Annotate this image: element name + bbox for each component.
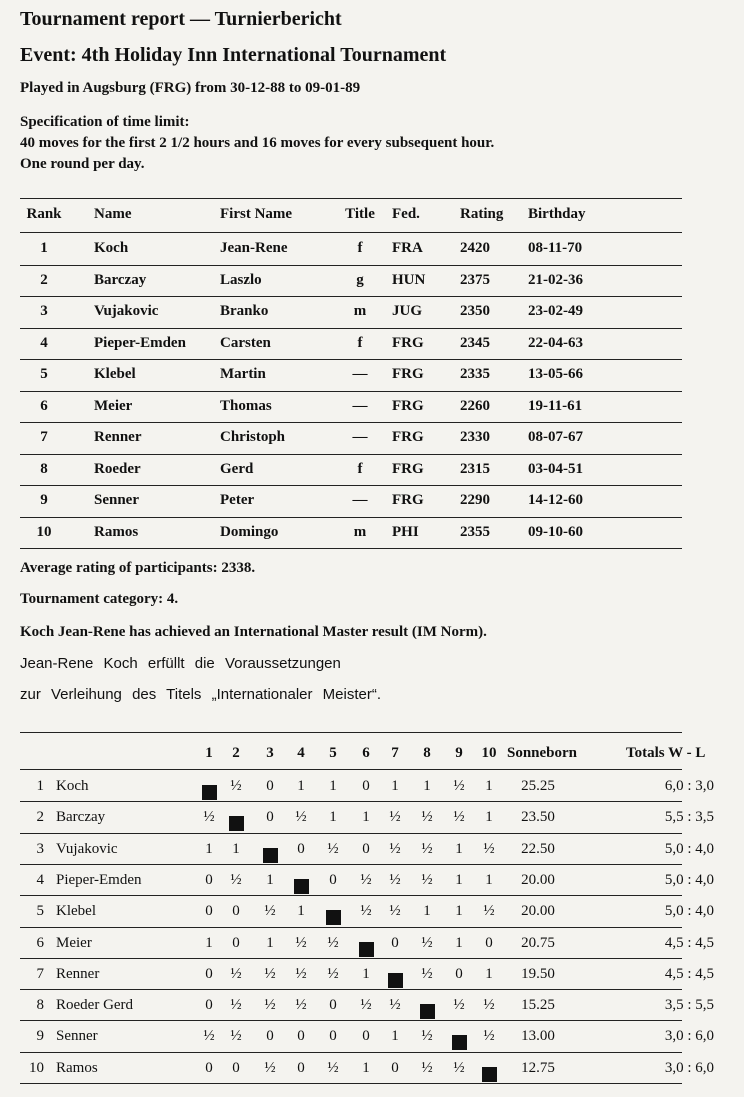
game-result: 0 [205,903,213,920]
participant-first: Thomas [220,397,272,414]
crosstable-row [20,834,740,865]
participants-header-row [20,200,682,231]
crosstable-row [20,865,740,896]
game-result: 0 [205,1059,213,1076]
sonneborn-score: 13.00 [521,1028,555,1045]
player-name: Klebel [56,903,96,920]
game-result: ½ [421,1059,433,1076]
game-result: ½ [230,778,242,794]
crosstable-row [20,896,740,927]
win-loss-total: 4,5 : 4,5 [664,934,714,951]
participant-fed: FRG [392,460,424,477]
participant-title: — [352,397,368,414]
column-header: Fed. [392,206,420,222]
participant-title: m [353,303,367,319]
player-number: 1 [36,778,44,794]
game-result: ½ [295,965,307,982]
player-number: 7 [36,965,44,982]
game-result: 0 [362,840,370,857]
participant-birthday: 19-11-61 [528,397,583,414]
game-result: 1 [362,809,370,826]
participant-birthday: 21-02-36 [528,271,583,288]
participant-title: f [357,240,363,256]
participant-fed: PHI [392,523,419,540]
column-header: Title [345,206,375,222]
average-rating: Average rating of participants: 2338. [20,560,256,576]
tournament-category: Tournament category: 4. [20,591,179,607]
crosstable-row [20,928,740,959]
win-loss-total: 5,5 : 3,5 [664,809,714,826]
round-header: 1 [205,745,213,761]
participant-rank: 1 [40,240,48,256]
game-result: ½ [483,1028,495,1045]
participant-rank: 6 [40,397,48,414]
game-result: 0 [391,934,399,951]
participant-name: Meier [94,397,133,414]
participant-name: Barczay [94,271,147,288]
participant-title: — [352,429,368,445]
game-result: 1 [232,840,240,857]
game-result: 0 [266,809,274,826]
participant-first: Branko [220,303,269,319]
game-result: ½ [389,871,401,888]
participant-rating: 2260 [460,397,490,414]
table-rule [20,732,682,733]
participant-fed: FRG [392,429,424,445]
self-game-block [196,778,222,798]
black-square-icon [452,1035,467,1050]
game-result: ½ [264,903,276,920]
game-result: 1 [297,903,305,920]
player-number: 5 [36,903,44,920]
game-result: ½ [295,809,307,826]
participant-title: g [356,271,364,288]
crosstable-row [20,1053,740,1084]
game-result: 0 [297,1059,305,1076]
participant-fed: FRG [392,334,424,351]
participant-rating: 2375 [460,271,490,288]
game-result: ½ [327,840,339,857]
game-result: 0 [297,840,305,857]
participant-title: — [352,492,368,508]
sonneborn-header: Sonneborn [506,745,578,761]
table-rule [20,198,682,199]
participant-rank: 3 [40,303,48,319]
self-game-block [382,966,408,986]
game-result: 1 [329,778,337,794]
participant-first: Jean-Rene [220,240,288,256]
player-name: Renner [56,965,100,982]
participant-row [20,266,682,297]
black-square-icon [263,848,278,863]
event-title: Event: 4th Holiday Inn International Tournament [20,44,447,66]
report-title: Tournament report — Turnierbericht [20,8,342,30]
game-result: 1 [455,871,463,888]
participant-row [20,486,682,517]
participant-name: Renner [94,429,142,445]
game-result: 1 [266,934,274,951]
game-result: ½ [453,809,465,826]
game-result: ½ [389,903,401,920]
game-result: ½ [203,1028,215,1045]
self-game-block [414,997,440,1017]
column-header: Name [94,206,132,222]
event-dates: Played in Augsburg (FRG) from 30-12-88 to 09-01-89 [20,80,361,96]
participant-rank: 10 [36,523,52,540]
table-rule [20,232,682,233]
game-result: ½ [230,871,242,888]
participant-title: f [357,460,363,477]
participant-birthday: 13-05-66 [528,366,583,382]
game-result: 1 [423,778,431,794]
player-number: 10 [29,1059,44,1076]
round-header: 10 [481,745,497,761]
game-result: ½ [421,840,433,857]
game-result: 1 [485,778,493,794]
game-result: ½ [421,934,433,951]
round-header: 8 [423,745,431,761]
round-header: 6 [362,745,370,761]
round-header: 7 [391,745,399,761]
game-result: 0 [205,871,213,888]
crosstable-row [20,802,740,833]
participant-row [20,455,682,486]
game-result: 0 [329,871,337,888]
player-name: Ramos [56,1059,98,1076]
player-name: Vujakovic [56,840,118,857]
black-square-icon [388,973,403,988]
player-name: Barczay [56,809,106,826]
participant-birthday: 23-02-49 [528,303,583,319]
participant-birthday: 08-11-70 [528,240,583,256]
participant-rank: 5 [40,366,48,382]
game-result: 0 [205,965,213,982]
player-number: 9 [36,1028,44,1045]
self-game-block [353,935,379,955]
participant-first: Gerd [220,460,254,477]
game-result: 0 [266,778,274,794]
black-square-icon [359,942,374,957]
participant-rank: 7 [40,429,48,445]
time-limit-spec [20,112,494,175]
game-result: 1 [329,809,337,826]
column-header: First Name [220,206,293,222]
participant-birthday: 03-04-51 [528,460,583,477]
participant-name: Senner [94,492,139,508]
table-rule [20,769,682,770]
game-result: 1 [455,840,463,857]
round-header: 2 [232,745,240,761]
crosstable-row [20,990,740,1021]
participant-row [20,234,682,265]
game-result: ½ [327,965,339,982]
game-result: 1 [297,778,305,794]
black-square-icon [202,785,217,800]
game-result: ½ [264,965,276,982]
game-result: ½ [360,871,372,888]
player-number: 3 [36,840,44,857]
participant-name: Vujakovic [94,303,159,319]
game-result: ½ [230,1028,242,1045]
black-square-icon [420,1004,435,1019]
participant-fed: FRA [392,240,423,256]
win-loss-total: 5,0 : 4,0 [664,840,714,857]
participant-first: Carsten [220,334,271,351]
participant-rating: 2355 [460,523,490,540]
participant-first: Christoph [220,429,286,445]
participant-birthday: 08-07-67 [528,429,583,445]
sonneborn-score: 23.50 [521,809,555,826]
game-result: 1 [205,934,213,951]
game-result: 0 [455,965,463,982]
sonneborn-score: 25.25 [521,778,555,794]
game-result: ½ [230,997,242,1014]
game-result: 0 [329,997,337,1014]
player-number: 4 [36,871,44,888]
german-line-1: Jean-Rene Koch erfüllt die Voraussetzungen [20,655,341,672]
game-result: 1 [391,778,399,794]
crosstable-row [20,771,740,802]
player-number: 8 [36,997,44,1014]
game-result: ½ [295,997,307,1014]
game-result: 0 [485,934,493,951]
game-result: ½ [453,778,465,794]
table-rule [20,1083,682,1084]
game-result: ½ [230,965,242,982]
participant-rating: 2315 [460,460,490,477]
participant-title: f [357,334,363,351]
game-result: 0 [205,997,213,1014]
game-result: 0 [232,1059,240,1076]
totals-header: Totals W - L [626,745,706,761]
participant-first: Martin [220,366,266,382]
black-square-icon [229,816,244,831]
game-result: 1 [455,934,463,951]
game-result: 1 [455,903,463,920]
self-game-block [223,809,249,829]
player-number: 2 [36,809,44,826]
participant-fed: FRG [392,366,424,382]
game-result: ½ [203,809,215,826]
participant-rank: 2 [40,271,48,288]
sonneborn-score: 20.00 [521,903,555,920]
participant-row [20,360,682,391]
participant-fed: JUG [392,303,422,319]
participant-fed: HUN [392,271,426,288]
participant-fed: FRG [392,397,424,414]
game-result: ½ [295,934,307,951]
crosstable-row [20,959,740,990]
norm-statement: Koch Jean-Rene has achieved an International Master result (IM Norm). [20,624,487,640]
participant-fed: FRG [392,492,424,508]
game-result: 1 [485,809,493,826]
participant-rating: 2330 [460,429,490,445]
win-loss-total: 3,0 : 6,0 [664,1028,714,1045]
sonneborn-score: 20.00 [521,871,555,888]
participant-name: Pieper-Emden [94,334,186,351]
game-result: ½ [389,809,401,826]
participant-rank: 8 [40,460,48,477]
participant-birthday: 22-04-63 [528,334,583,351]
game-result: ½ [327,934,339,951]
round-header: 4 [297,745,305,761]
participant-name: Koch [94,240,129,256]
game-result: ½ [421,1028,433,1045]
game-result: ½ [421,809,433,826]
win-loss-total: 6,0 : 3,0 [664,778,714,794]
german-line-2: zur Verleihung des Titels „Internationaler Meister“. [20,686,381,703]
black-square-icon [294,879,309,894]
participant-first: Domingo [220,523,279,540]
game-result: 0 [297,1028,305,1045]
self-game-block [320,903,346,923]
win-loss-total: 3,0 : 6,0 [664,1059,714,1076]
participant-first: Laszlo [220,271,262,288]
column-header: Rating [460,206,504,222]
round-header: 5 [329,745,337,761]
player-name: Meier [56,934,92,951]
participant-rank: 9 [40,492,48,508]
game-result: ½ [453,997,465,1014]
player-number: 6 [36,934,44,951]
win-loss-total: 3,5 : 5,5 [664,997,714,1014]
black-square-icon [482,1067,497,1082]
sonneborn-score: 20.75 [521,934,555,951]
game-result: 0 [329,1028,337,1045]
player-name: Pieper-Emden [56,871,142,888]
game-result: ½ [389,840,401,857]
win-loss-total: 5,0 : 4,0 [664,871,714,888]
participant-title: m [353,523,367,540]
participant-name: Klebel [94,366,136,382]
game-result: ½ [483,997,495,1014]
sonneborn-score: 22.50 [521,840,555,857]
game-result: ½ [483,840,495,857]
round-frequency: One round per day. [20,156,145,172]
player-name: Senner [56,1028,98,1045]
participant-rating: 2350 [460,303,490,319]
column-header: Birthday [528,206,586,222]
participant-row [20,297,682,328]
participant-row [20,329,682,360]
participant-rating: 2345 [460,334,490,351]
player-name: Roeder Gerd [56,997,134,1014]
participant-rank: 4 [40,334,48,351]
game-result: ½ [264,997,276,1014]
self-game-block [446,1028,472,1048]
game-result: 1 [391,1028,399,1045]
round-header: 9 [455,745,463,761]
column-header: Rank [26,206,62,222]
game-result: ½ [421,965,433,982]
game-result: 1 [362,965,370,982]
player-name: Koch [56,778,89,794]
black-square-icon [326,910,341,925]
round-header: 3 [266,745,274,761]
game-result: 1 [485,965,493,982]
time-limit-heading: Specification of time limit: [20,114,190,130]
sonneborn-score: 12.75 [521,1059,555,1076]
game-result: ½ [264,1059,276,1076]
participant-name: Ramos [94,523,139,540]
participant-rating: 2335 [460,366,490,382]
game-result: 1 [485,871,493,888]
game-result: ½ [453,1059,465,1076]
game-result: ½ [389,997,401,1014]
participant-birthday: 09-10-60 [528,523,583,540]
sonneborn-score: 15.25 [521,997,555,1014]
game-result: 0 [232,934,240,951]
self-game-block [257,841,283,861]
game-result: ½ [327,1059,339,1076]
game-result: 0 [266,1028,274,1045]
game-result: 1 [362,1059,370,1076]
participant-rating: 2420 [460,240,490,256]
table-rule [20,548,682,549]
game-result: ½ [360,997,372,1014]
game-result: 1 [266,871,274,888]
participant-birthday: 14-12-60 [528,492,583,508]
participant-first: Peter [220,492,255,508]
game-result: ½ [360,903,372,920]
game-result: ½ [483,903,495,920]
participant-row [20,423,682,454]
participant-row [20,392,682,423]
sonneborn-score: 19.50 [521,965,555,982]
game-result: ½ [421,871,433,888]
game-result: 0 [362,1028,370,1045]
game-result: 1 [423,903,431,920]
game-result: 0 [232,903,240,920]
participant-rating: 2290 [460,492,490,508]
time-limit-line: 40 moves for the first 2 1/2 hours and 16 moves for every subsequent hour. [20,135,495,151]
game-result: 0 [391,1059,399,1076]
participant-name: Roeder [94,460,141,477]
game-result: 1 [205,840,213,857]
win-loss-total: 4,5 : 4,5 [664,965,714,982]
win-loss-total: 5,0 : 4,0 [664,903,714,920]
participant-row [20,518,682,549]
crosstable-row [20,1021,740,1052]
crosstable-header-row [20,738,740,769]
game-result: 0 [362,778,370,794]
self-game-block [288,872,314,892]
participant-title: — [352,366,368,382]
